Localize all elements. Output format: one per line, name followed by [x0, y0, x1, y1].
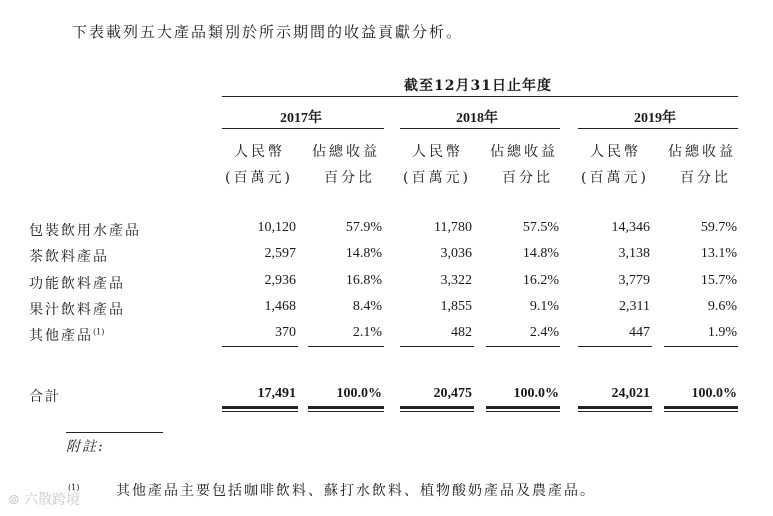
year-rule-2017: [222, 128, 384, 129]
total-rule-thick: [308, 406, 384, 409]
cell-value-2019: 2,311: [619, 299, 650, 314]
row-label-others: [29, 325, 104, 345]
cell-pct-2019: 59.7%: [700, 220, 737, 235]
cell-pct-2017: 2.1%: [352, 325, 382, 340]
footnote-text: 其他產品主要包括咖啡飲料、蘇打水飲料、植物酸奶產品及農產品。: [116, 483, 596, 499]
col-header-pct-2019: 佔總收益: [668, 144, 736, 160]
total-rule-thin: [486, 411, 560, 412]
col-header-rmb-2017: 人民幣: [234, 144, 285, 160]
total-rule-thick: [578, 406, 652, 409]
footnote-reference: (1): [93, 327, 105, 337]
total-rule-thick: [486, 406, 560, 409]
cell-value-2017: 2,597: [264, 246, 296, 261]
cell-pct-2017: 57.9%: [345, 220, 382, 235]
total-rule-thick: [222, 406, 298, 409]
cell-value-2018: 482: [451, 325, 472, 340]
cell-pct-2019: 1.9%: [707, 325, 737, 340]
cell-value-2019: 447: [629, 325, 650, 340]
cell-value-2017: 370: [275, 325, 296, 340]
watermark-icon: ⊚: [8, 492, 25, 508]
col-header-pct-2017: 佔總收益: [312, 144, 380, 160]
col-header-rmb-unit-2019: (百萬元): [581, 170, 649, 186]
col-header-pct-unit-2019: 百分比: [680, 170, 731, 186]
cell-pct-2018: 9.1%: [529, 299, 559, 314]
row-label: 包裝飲用水產品: [29, 223, 141, 239]
year-2018: 2018年: [456, 111, 498, 126]
footnote-mark: (1): [68, 483, 80, 492]
cell-value-2018: 11,780: [434, 220, 472, 235]
col-header-pct-unit-2018: 百分比: [502, 170, 553, 186]
col-header-rmb-2018: 人民幣: [412, 144, 463, 160]
subtotal-rule: [400, 346, 474, 347]
cell-value-2017: 10,120: [257, 220, 296, 235]
total-pct-2018: 100.0%: [513, 386, 559, 401]
cell-pct-2019: 15.7%: [700, 273, 737, 288]
subtotal-rule: [578, 346, 652, 347]
total-value-2019: 24,021: [611, 386, 650, 401]
cell-value-2019: 3,779: [618, 273, 650, 288]
notes-label: 附註:: [66, 439, 105, 455]
watermark-text: 六散跨境: [24, 492, 81, 508]
cell-pct-2017: 14.8%: [345, 246, 382, 261]
watermark: [8, 489, 80, 509]
period-rule: [222, 96, 738, 97]
year-rule-2019: [578, 128, 738, 129]
notes-rule: [66, 432, 163, 433]
col-header-pct-2018: 佔總收益: [490, 144, 558, 160]
cell-pct-2018: 2.4%: [529, 325, 559, 340]
total-pct-2019: 100.0%: [691, 386, 737, 401]
cell-value-2019: 3,138: [618, 246, 650, 261]
cell-value-2017: 1,468: [264, 299, 296, 314]
subtotal-rule: [486, 346, 560, 347]
cell-pct-2018: 14.8%: [522, 246, 559, 261]
total-label: 合計: [29, 389, 61, 405]
col-header-rmb-unit-2018: (百萬元): [403, 170, 471, 186]
total-rule-thin: [578, 411, 652, 412]
subtotal-rule: [308, 346, 384, 347]
cell-value-2018: 1,855: [440, 299, 472, 314]
cell-pct-2019: 9.6%: [707, 299, 737, 314]
cell-pct-2017: 16.8%: [345, 273, 382, 288]
total-rule-thin: [222, 411, 298, 412]
col-header-pct-unit-2017: 百分比: [324, 170, 375, 186]
cell-value-2017: 2,936: [264, 273, 296, 288]
cell-pct-2019: 13.1%: [700, 246, 737, 261]
row-label: 茶飲料產品: [29, 249, 109, 265]
total-rule-thin: [664, 411, 738, 412]
cell-value-2018: 3,322: [440, 273, 472, 288]
col-header-rmb-unit-2017: (百萬元): [225, 170, 293, 186]
period-header: 截至12月31日止年度: [404, 78, 552, 94]
intro-text: 下表載列五大產品類別於所示期間的收益貢獻分析。: [72, 23, 464, 41]
row-label: 功能飲料產品: [29, 276, 125, 292]
year-rule-2018: [400, 128, 560, 129]
total-rule-thick: [664, 406, 738, 409]
total-rule-thin: [308, 411, 384, 412]
year-2017: 2017年: [280, 111, 322, 126]
row-label: 果汁飲料產品: [29, 302, 125, 318]
total-pct-2017: 100.0%: [336, 386, 382, 401]
subtotal-rule: [664, 346, 738, 347]
row-label-text: 其他產品: [29, 328, 93, 344]
cell-pct-2018: 16.2%: [522, 273, 559, 288]
year-2019: 2019年: [634, 111, 676, 126]
cell-value-2018: 3,036: [440, 246, 472, 261]
total-rule-thick: [400, 406, 474, 409]
col-header-rmb-2019: 人民幣: [590, 144, 641, 160]
cell-value-2019: 14,346: [611, 220, 650, 235]
subtotal-rule: [222, 346, 298, 347]
cell-pct-2017: 8.4%: [352, 299, 382, 314]
total-value-2018: 20,475: [433, 386, 472, 401]
cell-pct-2018: 57.5%: [522, 220, 559, 235]
total-rule-thin: [400, 411, 474, 412]
total-value-2017: 17,491: [257, 386, 296, 401]
